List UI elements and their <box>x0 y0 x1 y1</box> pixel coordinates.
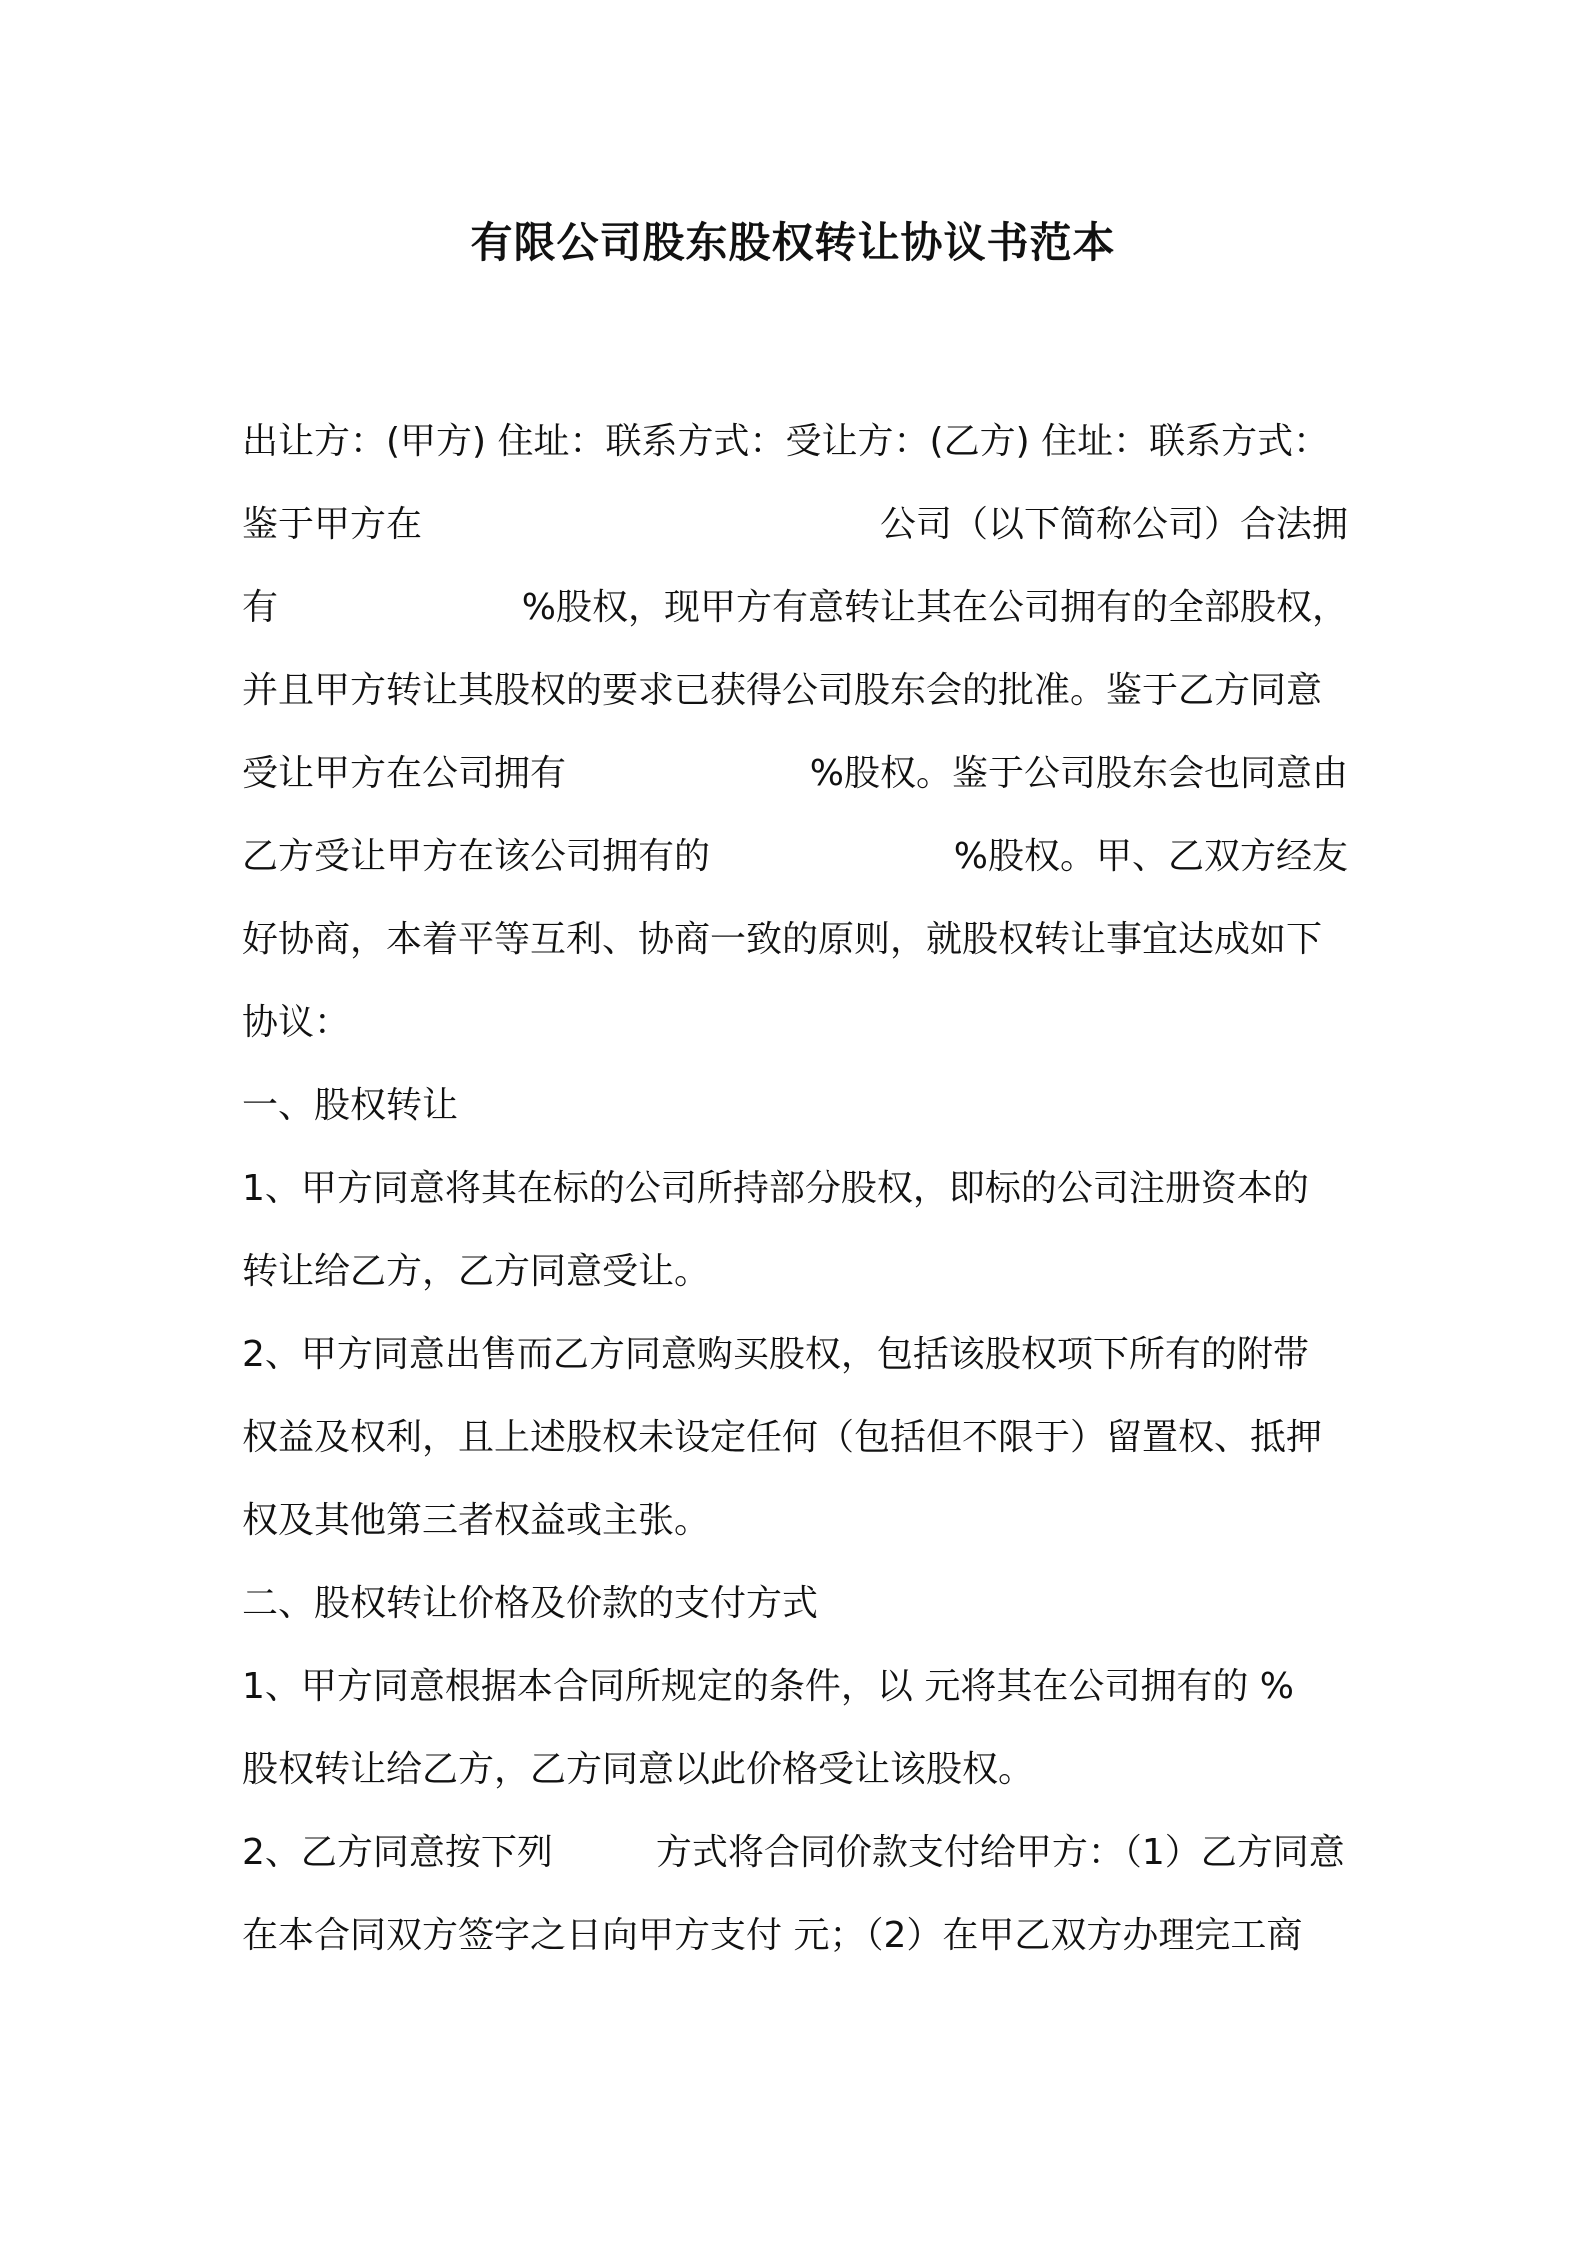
text-segment: 有 <box>242 587 279 628</box>
text-line: 协议： <box>242 1002 351 1043</box>
text-line: 权及其他第三者权益或主张。 <box>242 1500 711 1541</box>
text-segment: 鉴于甲方在 <box>242 504 423 545</box>
text-segment: 受让甲方在公司拥有 <box>242 753 567 794</box>
text-line: 在本合同双方签字之日向甲方支付 元；（2）在甲乙双方办理完工商 <box>242 1915 1303 1956</box>
text-segment: 公司（以下简称公司）合法拥 <box>879 504 1348 545</box>
text-segment: 乙方受让甲方在该公司拥有的 <box>242 836 711 877</box>
text-segment: 方式将合同价款支付给甲方：（1）乙方同意 <box>655 1832 1345 1873</box>
blank-space <box>719 831 944 883</box>
document-title: 有限公司股东股权转让协议书范本 <box>470 218 1116 267</box>
text-segment: %股权，现甲方有意转让其在公司拥有的全部股权， <box>521 587 1348 628</box>
blank-space <box>285 582 515 634</box>
section-heading: 二、股权转让价格及价款的支付方式 <box>242 1583 819 1624</box>
text-line: 1、甲方同意根据本合同所规定的条件，以 元将其在公司拥有的 % <box>242 1666 1294 1707</box>
blank-space <box>575 748 800 800</box>
text-line: 好协商，本着平等互利、协商一致的原则，就股权转让事宜达成如下 <box>242 919 1323 960</box>
text-segment: %股权。甲、乙双方经友 <box>953 836 1348 877</box>
text-line <box>242 1827 1348 1879</box>
text-line: 权益及权利，且上述股权未设定任何（包括但不限于）留置权、抵押 <box>242 1417 1323 1458</box>
text-segment: %股权。鉴于公司股东会也同意由 <box>809 753 1348 794</box>
blank-space <box>506 499 796 551</box>
text-line: 转让给乙方，乙方同意受让。 <box>242 1251 711 1292</box>
text-line: 股权转让给乙方，乙方同意以此价格受让该股权。 <box>242 1749 1035 1790</box>
section-heading: 一、股权转让 <box>242 1085 459 1126</box>
text-line <box>242 499 1348 551</box>
text-line: 并且甲方转让其股权的要求已获得公司股东会的批准。鉴于乙方同意 <box>242 670 1323 711</box>
text-segment: 2、乙方同意按下列 <box>242 1832 553 1873</box>
text-line: 1、甲方同意将其在标的公司所持部分股权，即标的公司注册资本的 <box>242 1168 1309 1209</box>
text-line: 2、甲方同意出售而乙方同意购买股权，包括该股权项下所有的附带 <box>242 1334 1309 1375</box>
text-line <box>242 748 1348 800</box>
text-line <box>242 831 1348 883</box>
text-line <box>242 582 1348 634</box>
text-line: 出让方：(甲方) 住址：联系方式：受让方：(乙方) 住址：联系方式： <box>242 421 1330 462</box>
